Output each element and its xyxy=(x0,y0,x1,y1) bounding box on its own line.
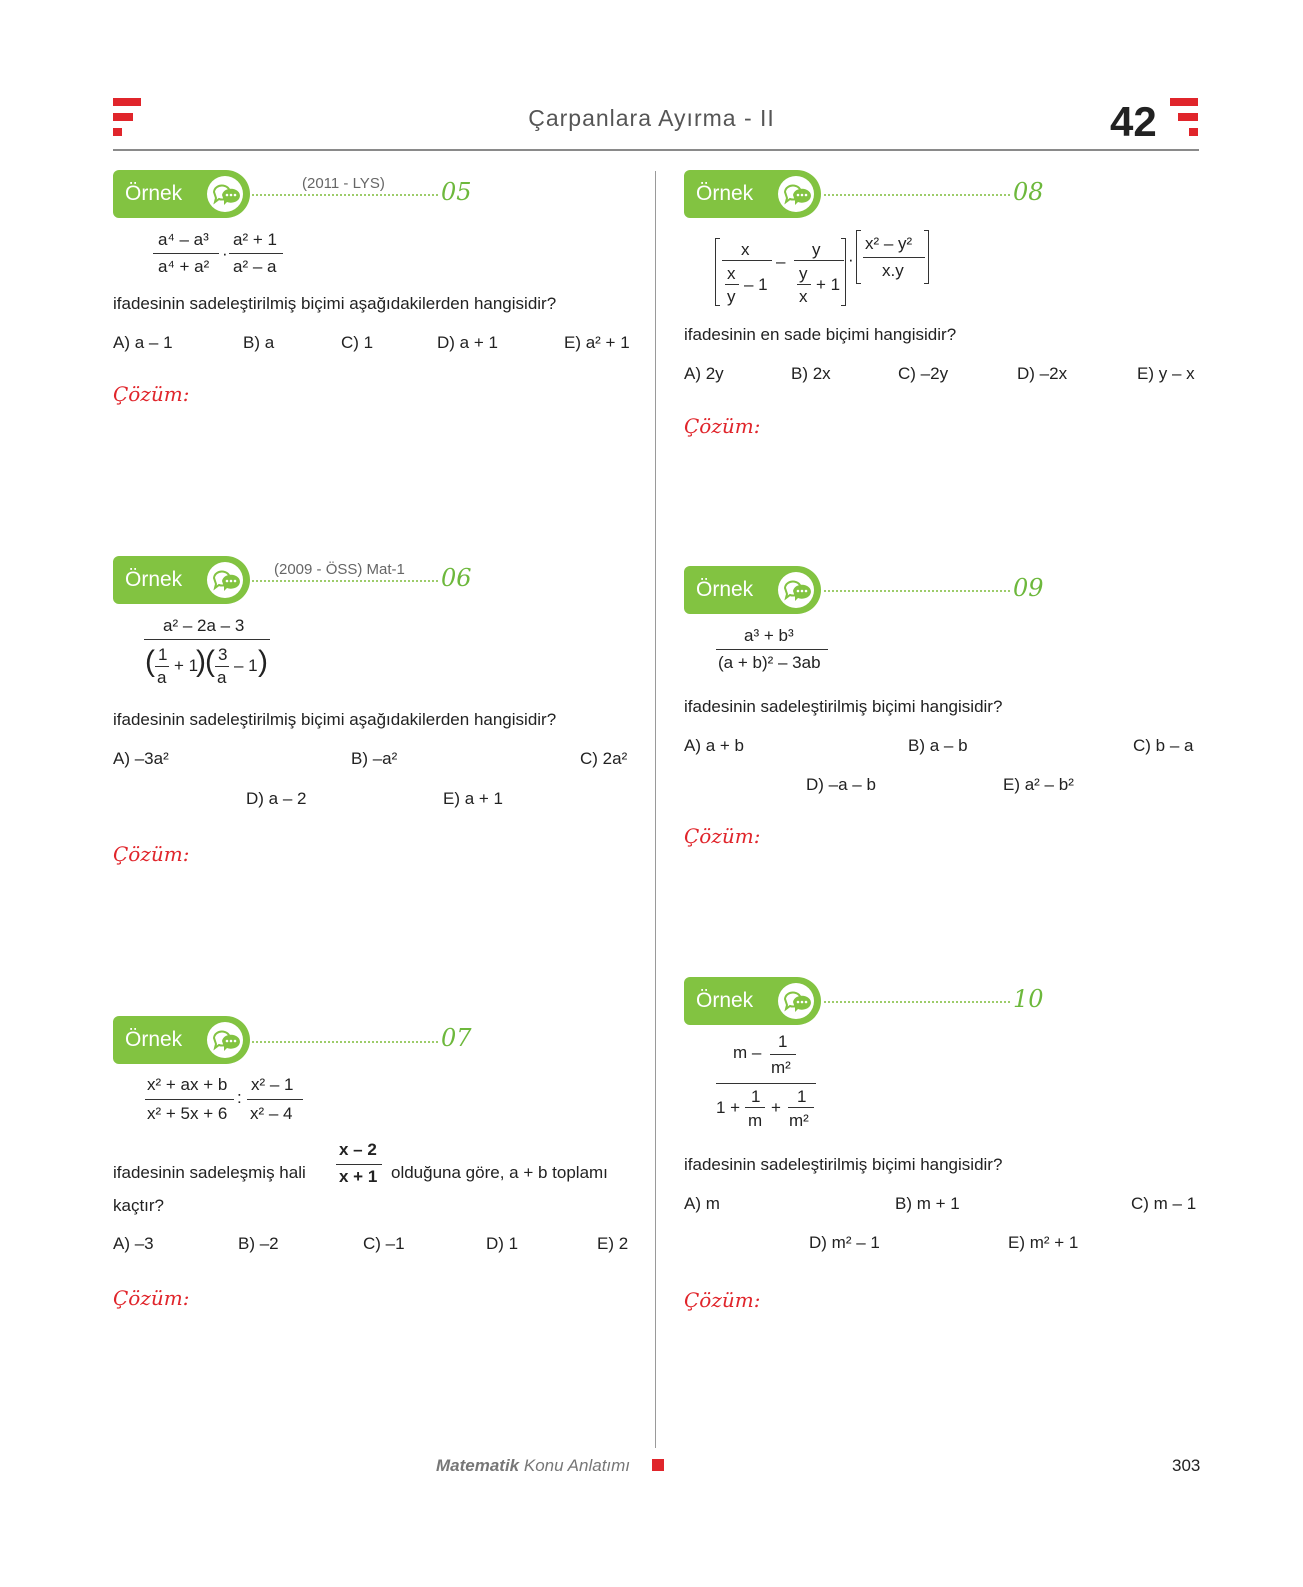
math-operator: · xyxy=(848,250,854,269)
fraction-bar xyxy=(229,253,283,254)
question-text: olduğuna göre, a + b toplamı xyxy=(391,1163,608,1182)
publisher-logo-right xyxy=(1170,98,1200,138)
fraction-bar xyxy=(145,1099,234,1100)
answer-option[interactable]: E) a² + 1 xyxy=(564,333,630,352)
question-text: kaçtır? xyxy=(113,1196,165,1215)
math-denominator: x.y xyxy=(882,261,904,280)
solution-label: Çözüm: xyxy=(113,382,190,406)
answer-option[interactable]: C) m – 1 xyxy=(1131,1194,1197,1213)
question-text: ifadesinin en sade biçimi hangisidir? xyxy=(684,325,957,344)
math-denominator: a² – a xyxy=(233,257,277,276)
math-operator: + xyxy=(771,1098,781,1117)
math-inner-den: x xyxy=(799,287,808,306)
answer-option[interactable]: A) 2y xyxy=(684,364,724,383)
fraction-bar xyxy=(797,284,811,285)
question-text: ifadesinin sadeleşmiş hali xyxy=(113,1163,306,1182)
right-paren: ) xyxy=(196,645,206,678)
example-badge: Örnek xyxy=(684,977,821,1025)
question-number: 09 xyxy=(1013,574,1044,602)
fraction-bar xyxy=(336,1164,382,1165)
math-numerator: 1 xyxy=(158,645,168,664)
math-operator: – xyxy=(776,252,786,271)
question-text: ifadesinin sadeleştirilmiş biçimi hangisidir? xyxy=(684,697,1003,716)
math-numerator: a² + 1 xyxy=(233,230,277,249)
left-bracket xyxy=(856,230,861,284)
left-paren: ( xyxy=(205,645,215,678)
answer-option[interactable]: B) m + 1 xyxy=(895,1194,960,1213)
example-badge: Örnek xyxy=(684,566,821,614)
answer-option[interactable]: C) –1 xyxy=(363,1234,405,1253)
math-numerator: y xyxy=(812,240,821,259)
speech-bubbles-icon xyxy=(206,1021,244,1059)
speech-bubbles-icon xyxy=(777,982,815,1020)
answer-option[interactable]: E) a² – b² xyxy=(1003,775,1074,794)
math-inner-den: m xyxy=(748,1111,763,1130)
math-term: + 1 xyxy=(174,656,199,675)
math-numerator: a² – 2a – 3 xyxy=(163,616,245,635)
math-term: 1 + xyxy=(716,1098,741,1117)
math-denominator: (a + b)² – 3ab xyxy=(718,653,821,672)
answer-option[interactable]: C) 1 xyxy=(341,333,374,352)
math-denominator: x + 1 xyxy=(339,1167,378,1186)
speech-bubbles-icon xyxy=(206,175,244,213)
dotted-leader xyxy=(824,194,1010,196)
answer-option[interactable]: E) 2 xyxy=(597,1234,629,1253)
question-text: ifadesinin sadeleştirilmiş biçimi aşağıdakilerden hangisidir? xyxy=(113,710,557,729)
fraction-bar xyxy=(247,1099,303,1100)
math-inner-num: 1 xyxy=(797,1087,807,1106)
column-divider xyxy=(655,171,656,1448)
page-number: 303 xyxy=(1172,1456,1201,1475)
math-inner-den: y xyxy=(727,287,736,306)
question-source: (2011 - LYS) xyxy=(302,175,385,192)
footer-book-title xyxy=(436,1456,630,1476)
math-numerator: 3 xyxy=(218,645,228,664)
footer-marker xyxy=(652,1459,664,1471)
math-denominator: a xyxy=(217,668,227,687)
question-number: 06 xyxy=(441,564,472,592)
answer-option[interactable]: C) b – a xyxy=(1133,736,1194,755)
speech-bubbles-icon xyxy=(206,561,244,599)
answer-option[interactable]: D) a + 1 xyxy=(437,333,498,352)
math-numerator: x² – y² xyxy=(865,234,913,253)
solution-label: Çözüm: xyxy=(684,414,761,438)
answer-option[interactable]: E) a + 1 xyxy=(443,789,504,808)
dotted-leader xyxy=(252,580,438,582)
header-rule xyxy=(113,149,1199,151)
dotted-leader xyxy=(824,1001,1010,1003)
fraction-bar xyxy=(725,284,739,285)
math-inner-num: 1 xyxy=(778,1032,788,1051)
math-operator: : xyxy=(237,1088,242,1107)
question-text: ifadesinin sadeleştirilmiş biçimi hangisidir? xyxy=(684,1155,1003,1174)
math-operator: · xyxy=(222,244,228,263)
answer-option[interactable]: A) –3a² xyxy=(113,749,169,768)
example-badge: Örnek xyxy=(684,170,821,218)
math-denominator: x² – 4 xyxy=(250,1104,293,1123)
math-numerator: x – 2 xyxy=(339,1140,377,1159)
answer-option[interactable]: D) –a – b xyxy=(806,775,876,794)
math-term: + 1 xyxy=(816,275,841,294)
fraction-bar xyxy=(716,649,828,650)
right-paren: ) xyxy=(258,645,268,678)
question-number: 10 xyxy=(1013,985,1044,1013)
page-title: Çarpanlara Ayırma - II xyxy=(528,105,775,131)
fraction-bar xyxy=(215,666,229,667)
answer-option[interactable]: C) –2y xyxy=(898,364,949,383)
fraction-bar xyxy=(722,260,772,261)
answer-option[interactable]: B) a xyxy=(243,333,275,352)
answer-option[interactable]: B) –a² xyxy=(351,749,398,768)
answer-option[interactable]: E) m² + 1 xyxy=(1008,1233,1079,1252)
answer-option[interactable]: B) a – b xyxy=(908,736,968,755)
answer-option[interactable]: A) –3 xyxy=(113,1234,154,1253)
dotted-leader xyxy=(824,590,1010,592)
fraction-bar xyxy=(788,1107,814,1108)
math-term: m – xyxy=(733,1043,762,1062)
example-badge: Örnek xyxy=(113,1016,250,1064)
math-denominator: a xyxy=(157,668,167,687)
math-numerator: x xyxy=(741,240,750,259)
speech-bubbles-icon xyxy=(777,175,815,213)
math-inner-num: x xyxy=(727,264,736,283)
solution-label: Çözüm: xyxy=(113,1286,190,1310)
math-inner-num: 1 xyxy=(751,1087,761,1106)
math-denominator: a⁴ + a² xyxy=(158,257,210,276)
solution-label: Çözüm: xyxy=(684,1288,761,1312)
question-number: 05 xyxy=(441,178,472,206)
example-badge: Örnek xyxy=(113,170,250,218)
answer-option[interactable]: D) 1 xyxy=(486,1234,519,1253)
dotted-leader xyxy=(252,1041,438,1043)
footer-book-bold: Matematik xyxy=(436,1456,520,1475)
math-numerator: x² + ax + b xyxy=(147,1075,228,1094)
question-source: (2009 - ÖSS) Mat-1 xyxy=(274,561,405,578)
math-numerator: a³ + b³ xyxy=(744,626,794,645)
fraction-bar xyxy=(144,639,270,640)
left-paren: ( xyxy=(145,645,155,678)
math-term: – 1 xyxy=(744,275,768,294)
fraction-bar xyxy=(863,257,925,258)
answer-option[interactable]: A) a – 1 xyxy=(113,333,173,352)
answer-option[interactable]: C) 2a² xyxy=(580,749,628,768)
left-bracket xyxy=(715,238,720,306)
right-bracket xyxy=(924,230,929,284)
math-inner-den: m² xyxy=(789,1111,809,1130)
math-term: – 1 xyxy=(234,656,258,675)
fraction-bar xyxy=(770,1054,796,1055)
dotted-leader xyxy=(252,194,438,196)
speech-bubbles-icon xyxy=(777,571,815,609)
math-inner-den: m² xyxy=(771,1058,791,1077)
answer-option[interactable]: D) a – 2 xyxy=(246,789,307,808)
fraction-bar xyxy=(745,1107,765,1108)
fraction-bar xyxy=(794,260,844,261)
chapter-number: 42 xyxy=(1110,98,1157,145)
answer-option[interactable]: A) m xyxy=(684,1194,720,1213)
answer-option[interactable]: D) –2x xyxy=(1017,364,1068,383)
answer-option[interactable]: B) –2 xyxy=(238,1234,279,1253)
fraction-bar xyxy=(155,666,169,667)
question-number: 07 xyxy=(441,1024,472,1052)
question-number: 08 xyxy=(1013,178,1044,206)
answer-option[interactable]: B) 2x xyxy=(791,364,831,383)
math-numerator: x² – 1 xyxy=(251,1075,294,1094)
example-badge: Örnek xyxy=(113,556,250,604)
math-numerator: a⁴ – a³ xyxy=(158,230,209,249)
math-inner-num: y xyxy=(799,264,808,283)
answer-option[interactable]: E) y – x xyxy=(1137,364,1195,383)
solution-label: Çözüm: xyxy=(113,842,190,866)
fraction-bar xyxy=(716,1083,816,1084)
answer-option[interactable]: D) m² – 1 xyxy=(809,1233,880,1252)
right-bracket xyxy=(841,238,846,306)
answer-option[interactable]: A) a + b xyxy=(684,736,745,755)
footer-book-rest: Konu Anlatımı xyxy=(523,1456,631,1475)
question-text: ifadesinin sadeleştirilmiş biçimi aşağıdakilerden hangisidir? xyxy=(113,294,557,313)
solution-label: Çözüm: xyxy=(684,824,761,848)
fraction-bar xyxy=(153,253,219,254)
math-denominator: x² + 5x + 6 xyxy=(147,1104,228,1123)
